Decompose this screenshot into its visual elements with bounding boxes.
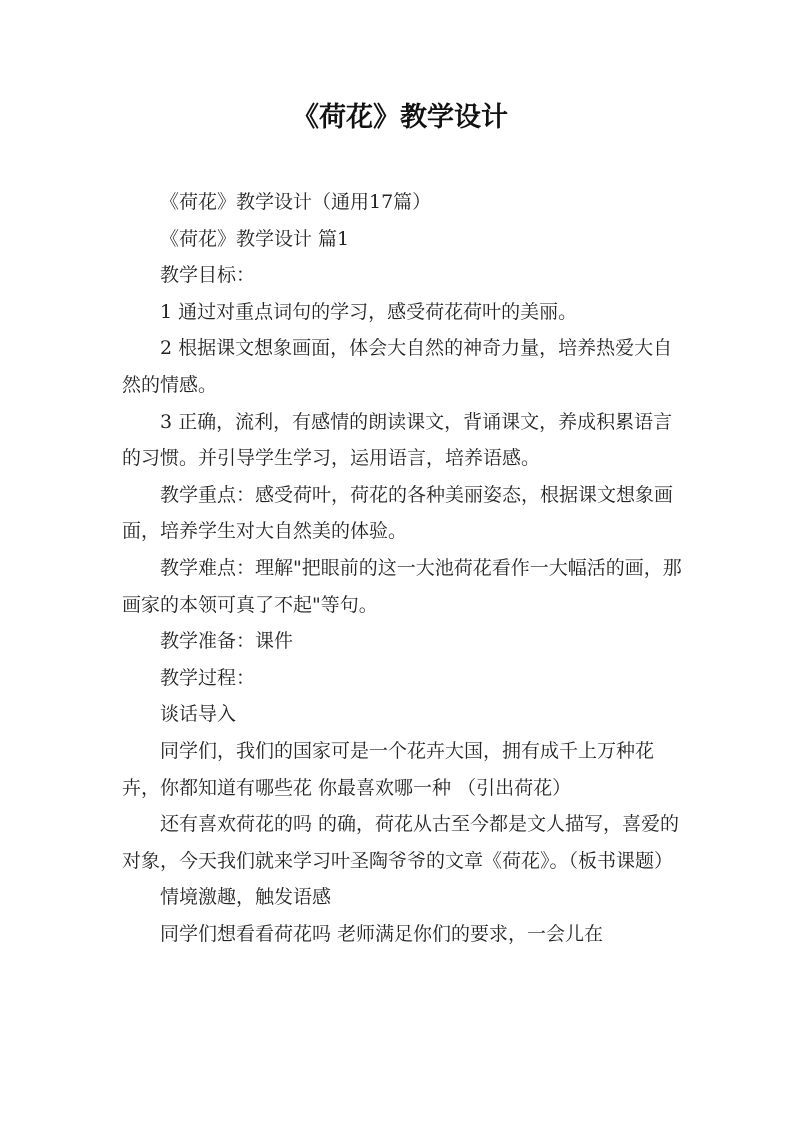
paragraph: 《荷花》教学设计 篇1 (160, 227, 350, 250)
paragraph: 3 正确，流利，有感情的朗读课文，背诵课文，养成积累语言的习惯。并引导学生学习，运用语言，培养语感。 (122, 410, 673, 470)
paragraph: 2 根据课文想象画面，体会大自然的神奇力量，培养热爱大自然的情感。 (122, 337, 673, 396)
paragraph: 教学目标： (160, 264, 256, 287)
paragraph: 同学们，我们的国家可是一个花卉大国，拥有成千上万种花卉，你都知道有哪些花 你最喜欢哪一种 （引出荷花） (122, 739, 655, 799)
document-title: 《荷花》教学设计 (292, 102, 508, 133)
paragraph: 教学准备：课件 (160, 630, 294, 653)
paragraph: 教学过程： (160, 666, 256, 689)
paragraph: 谈话导入 (160, 703, 237, 726)
paragraph: 还有喜欢荷花的吗 的确，荷花从古至今都是文人描写，喜爱的对象，今天我们就来学习叶圣陶爷爷的文章《荷花》。（板书课题） (122, 813, 680, 872)
paragraph: 《荷花》教学设计（通用17篇） (160, 191, 432, 213)
document-body (122, 184, 682, 952)
paragraph: 情境激趣，触发语感 (160, 886, 332, 909)
paragraph: 教学重点：感受荷叶，荷花的各种美丽姿态，根据课文想象画面，培养学生对大自然美的体验。 (122, 483, 674, 543)
paragraph: 教学难点：理解"把眼前的这一大池荷花看作一大幅活的画，那画家的本领可真了不起"等句。 (122, 556, 682, 616)
paragraph: 1 通过对重点词句的学习，感受荷花荷叶的美丽。 (160, 300, 578, 323)
paragraph: 同学们想看看荷花吗 老师满足你们的要求，一会儿在 (160, 922, 604, 945)
